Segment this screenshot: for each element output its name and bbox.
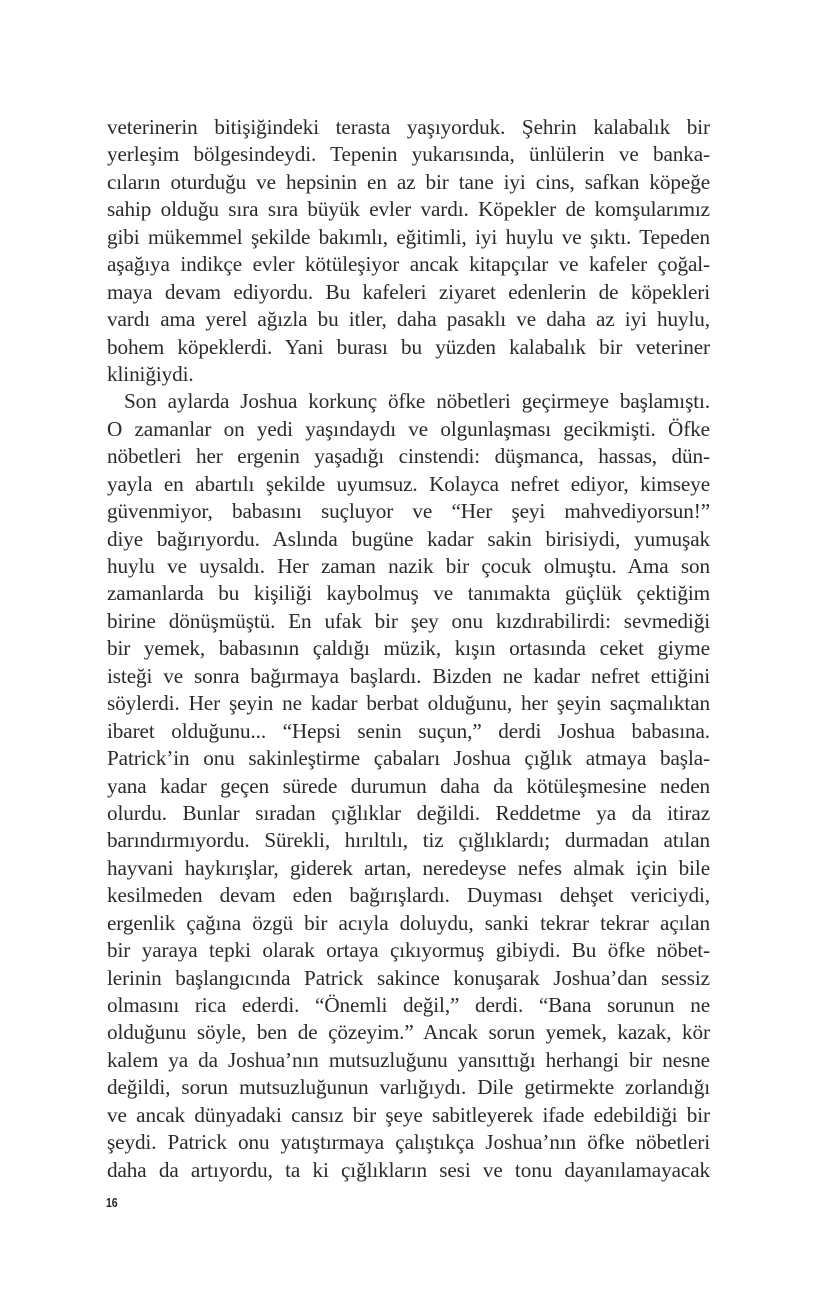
text-line: bir yemek, babasının çaldığı müzik, kışın ortasında ceket giyme bbox=[107, 636, 710, 661]
text-line: olurdu. Bunlar sıradan çığlıklar değildi. Reddetme ya da itiraz bbox=[107, 800, 710, 825]
text-line: vardı ama yerel ağızla bu itler, daha pasaklı ve daha az iyi huylu, bbox=[107, 307, 710, 332]
text-line: kalem ya da Joshua’nın mutsuzluğunu yansıttığı herhangi bir nesne bbox=[107, 1047, 710, 1072]
paragraph-1 bbox=[107, 114, 710, 388]
text-line: aşağıya indikçe evler kötüleşiyor ancak kitapçılar ve kafeler çoğal- bbox=[107, 252, 710, 277]
text-line: ve ancak dünyadaki cansız bir şeye sabitleyerek ifade edebildiği bir bbox=[107, 1102, 710, 1127]
text-line: gibi mükemmel şekilde bakımlı, eğitimli, iyi huylu ve şıktı. Tepeden bbox=[107, 224, 710, 249]
text-line: değildi, sorun mutsuzluğunun varlığıydı. Dile getirmekte zorlandığı bbox=[107, 1075, 710, 1100]
text-line: daha da artıyordu, ta ki çığlıkların sesi ve tonu dayanılamayacak bbox=[107, 1157, 710, 1182]
text-line: kesilmeden devam eden bağırışlardı. Duyması dehşet vericiydi, bbox=[107, 883, 710, 908]
text-line: güvenmiyor, babasını suçluyor ve “Her şeyi mahvediyorsun!” bbox=[107, 499, 710, 524]
text-line: ibaret olduğunu... “Hepsi senin suçun,” derdi Joshua babasına. bbox=[107, 718, 710, 743]
text-line: söylerdi. Her şeyin ne kadar berbat olduğunu, her şeyin saçmalıktan bbox=[107, 691, 710, 716]
text-line: olmasını rica ederdi. “Önemli değil,” derdi. “Bana sorunun ne bbox=[107, 993, 710, 1017]
text-line: olduğunu söyle, ben de çözeyim.” Ancak sorun yemek, kazak, kör bbox=[107, 1020, 710, 1045]
text-line: lerinin başlangıcında Patrick sakince konuşarak Joshua’dan sessiz bbox=[107, 965, 710, 990]
text-line: cıların oturduğu ve hepsinin en az bir tane iyi cins, safkan köpeğe bbox=[107, 169, 710, 194]
text-line: birine dönüşmüştü. En ufak bir şey onu kızdırabilirdi: sevmediği bbox=[107, 608, 710, 633]
text-line: Patrick’in onu sakinleştirme çabaları Joshua çığlık atmaya başla- bbox=[107, 746, 710, 771]
text-line: kliniğiydi. bbox=[107, 361, 194, 386]
book-page-body bbox=[107, 114, 710, 1184]
text-line: nöbetleri her ergenin yaşadığı cinstendi: düşmanca, hassas, dün- bbox=[107, 444, 710, 469]
text-line: O zamanlar on yedi yaşındaydı ve olgunlaşması gecikmişti. Öfke bbox=[107, 416, 710, 441]
text-line: barındırmıyordu. Sürekli, hırıltılı, tiz çığlıklardı; durmadan atılan bbox=[107, 828, 710, 853]
text-line: bohem köpeklerdi. Yani burası bu yüzden kalabalık bir veteriner bbox=[107, 334, 710, 359]
text-line: diye bağırıyordu. Aslında bugüne kadar sakin birisiydi, yumuşak bbox=[107, 526, 710, 551]
text-line: ergenlik çağına özgü bir acıyla doluydu, sanki tekrar tekrar açılan bbox=[107, 910, 710, 935]
text-line: maya devam ediyordu. Bu kafeleri ziyaret edenlerin de köpekleri bbox=[107, 279, 710, 304]
text-line: yana kadar geçen sürede durumun daha da kötüleşmesine neden bbox=[107, 773, 710, 798]
text-line: sahip olduğu sıra sıra büyük evler vardı. Köpekler de komşularımız bbox=[107, 197, 710, 222]
text-line: yayla en abartılı şekilde uyumsuz. Kolayca nefret ediyor, kimseye bbox=[107, 471, 710, 496]
text-line: isteği ve sonra bağırmaya başlardı. Bizden ne kadar nefret ettiğini bbox=[107, 663, 710, 688]
text-line: hayvani haykırışlar, giderek artan, neredeyse nefes almak için bile bbox=[107, 855, 710, 880]
page-number: 16 bbox=[106, 1195, 118, 1210]
text-line: huylu ve uysaldı. Her zaman nazik bir çocuk olmuştu. Ama son bbox=[107, 554, 710, 578]
text-line: yerleşim bölgesindeydi. Tepenin yukarısında, ünlülerin ve banka- bbox=[107, 142, 710, 167]
text-line: bir yaraya tepki olarak ortaya çıkıyormuş gibiydi. Bu öfke nöbet- bbox=[107, 938, 710, 963]
text-line: Son aylarda Joshua korkunç öfke nöbetleri geçirmeye başlamıştı. bbox=[124, 389, 710, 414]
text-line: şeydi. Patrick onu yatıştırmaya çalıştıkça Joshua’nın öfke nöbetleri bbox=[107, 1130, 710, 1155]
text-line: zamanlarda bu kişiliği kaybolmuş ve tanımakta güçlük çektiğim bbox=[107, 581, 710, 606]
text-line: veterinerin bitişiğindeki terasta yaşıyorduk. Şehrin kalabalık bir bbox=[107, 115, 710, 139]
paragraph-2 bbox=[107, 388, 710, 1184]
